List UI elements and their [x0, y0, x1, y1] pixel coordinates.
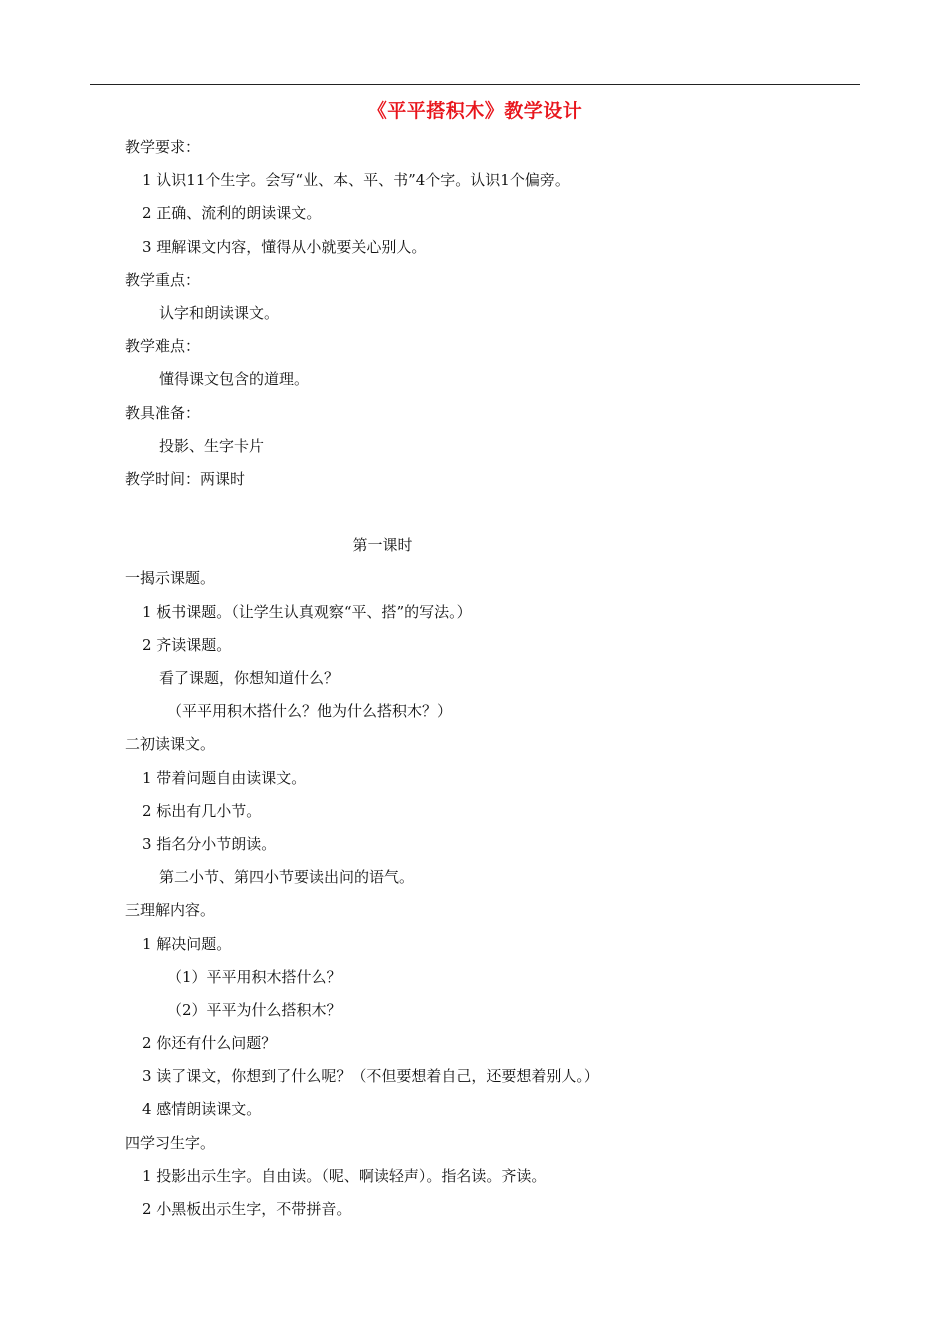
text-line: 3 读了课文，你想到了什么呢？（不但要想着自己，还要想着别人。）	[142, 1067, 599, 1086]
text-line: 1 认识11个生字。会写“业、本、平、书”4个字。认识1个偏旁。	[142, 171, 570, 190]
text-line: 投影、生字卡片	[159, 436, 265, 455]
text-line: 2 齐读课题。	[142, 635, 232, 654]
text-line: 2 小黑板出示生字，不带拼音。	[142, 1200, 352, 1218]
text-line: 4 感情朗读课文。	[142, 1100, 262, 1119]
text-line: 3 理解课文内容，懂得从小就要关心别人。	[142, 237, 427, 256]
section-heading: 教学要求：	[125, 138, 201, 156]
text-line: 2 正确、流利的朗读课文。	[142, 204, 322, 223]
text-line: 1 解决问题。	[142, 934, 232, 953]
document-title: 《平平搭积木》教学设计	[367, 100, 583, 122]
section-heading: 三理解内容。	[125, 901, 216, 920]
text-line: 1 投影出示生字。自由读。（呢、啊读轻声）。指名读。齐读。	[142, 1166, 547, 1185]
section-heading: 一揭示课题。	[125, 569, 216, 588]
text-line: 2 标出有几小节。	[142, 801, 262, 820]
text-line: 3 指名分小节朗读。	[142, 834, 277, 853]
section-heading: 教学难点：	[125, 337, 201, 356]
text-line: 第二小节、第四小节要读出问的语气。	[159, 868, 415, 887]
text-line: 认字和朗读课文。	[159, 303, 280, 322]
text-line: （平平用积木搭什么？他为什么搭积木？）	[167, 702, 453, 721]
text-line: 2 你还有什么问题？	[142, 1034, 277, 1053]
header-rule	[90, 84, 860, 85]
text-line: 1 带着问题自由读课文。	[142, 768, 307, 787]
lesson-heading: 第一课时	[352, 536, 413, 555]
section-heading: 教具准备：	[125, 403, 201, 422]
text-line: 看了课题，你想知道什么？	[159, 669, 340, 687]
text-line: （2）平平为什么搭积木？	[167, 1000, 342, 1019]
text-line: 1 板书课题。（让学生认真观察“平、搭”的写法。）	[142, 602, 472, 621]
document-body	[125, 131, 845, 1226]
blank-line	[125, 496, 845, 529]
section-heading: 四学习生字。	[125, 1133, 216, 1152]
section-heading: 二初读课文。	[125, 735, 216, 754]
text-line: 懂得课文包含的道理。	[159, 370, 310, 389]
text-line: （1）平平用积木搭什么？	[167, 967, 342, 986]
section-heading: 教学重点：	[125, 270, 201, 289]
section-heading: 教学时间：两课时	[125, 469, 246, 488]
